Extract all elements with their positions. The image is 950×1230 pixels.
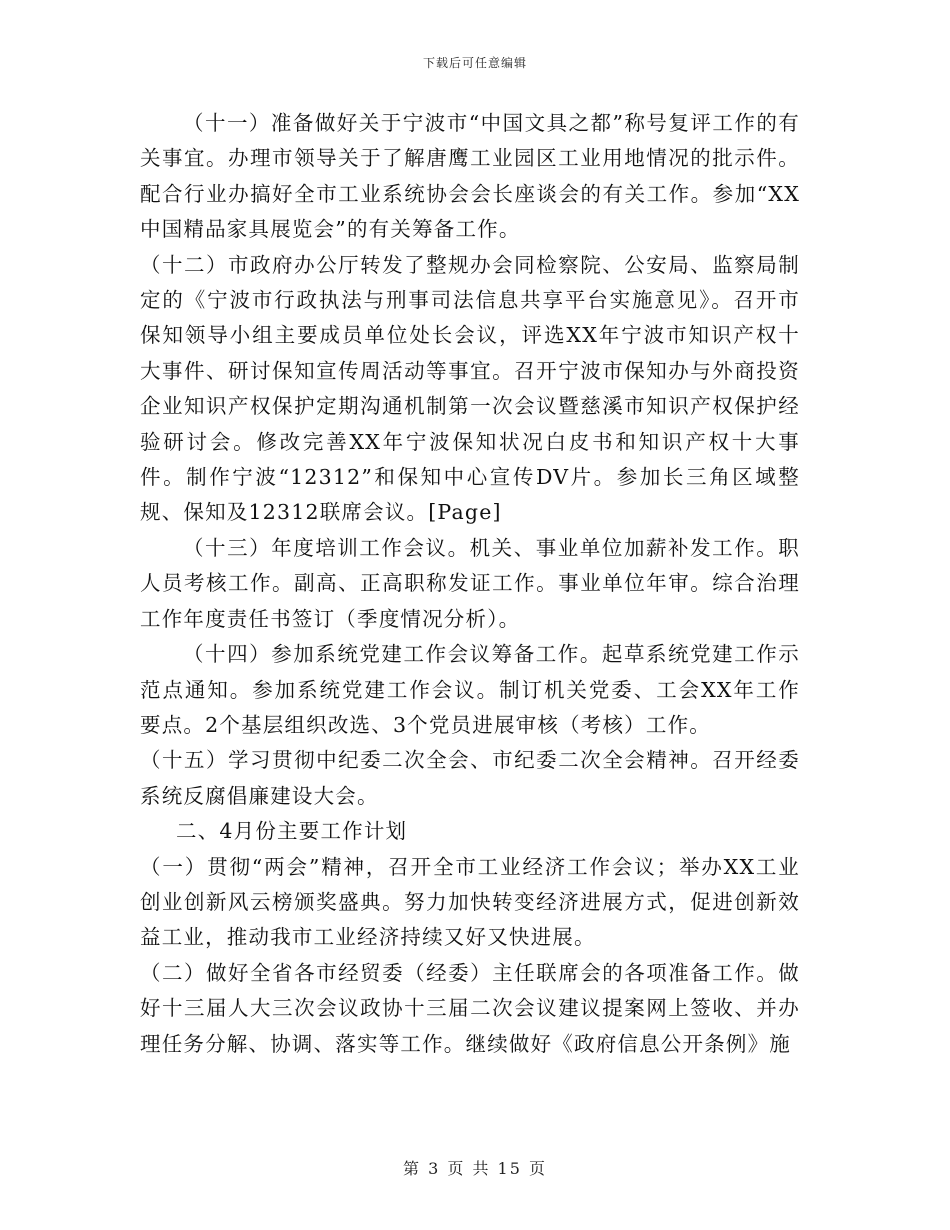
- paragraph-15: （十五）学习贯彻中纪委二次全会、市纪委二次全会精神。召开经委系统反腐倡廉建设大会。: [140, 748, 800, 808]
- paragraph-14: （十四）参加系统党建工作会议筹备工作。起草系统党建工作示范点通知。参加系统党建工作会议。制订机关党委、工会XX年工作要点。2个基层组织改选、3个党员进展审核（考核）工作。: [140, 642, 800, 737]
- paragraph-12: （十二）市政府办公厅转发了整规办会同检察院、公安局、监察局制定的《宁波市行政执法与刑事司法信息共享平台实施意见》。召开市保知领导小组主要成员单位处长会议，评选XX年宁波市知识产权十大事件、研讨保知宣传周活动等事宜。召开宁波市保知办与外商投资企业知识产权保护定期沟通机制第一次会议暨慈溪市知识产权保护经验研讨会。修改完善XX年宁波保知状况白皮书和知识产权十大事件。制作宁波“12312”和保知中心宣传DV片。参加长三角区域整规、保知及12312联席会议。[Page]: [140, 252, 800, 525]
- plan-item-1: （一）贯彻“两会”精神，召开全市工业经济工作会议；举办XX工业创业创新风云榜颁奖盛典。努力加快转变经济进展方式，促进创新效益工业，推动我市工业经济持续又好又快进展。: [140, 854, 800, 950]
- page-number: 第 3 页 共 15 页: [403, 1159, 547, 1178]
- paragraph-11: （十一）准备做好关于宁波市“中国文具之都”称号复评工作的有关事宜。办理市领导关于了解唐鹰工业园区工业用地情况的批示件。配合行业办搞好全市工业系统协会会长座谈会的有关工作。参加“XX中国精品家具展览会”的有关筹备工作。: [140, 111, 800, 242]
- paragraph-13: （十三）年度培训工作会议。机关、事业单位加薪补发工作。职人员考核工作。副高、正高职称发证工作。事业单位年审。综合治理工作年度责任书签订（季度情况分析）。: [140, 535, 800, 631]
- section-heading: 二、4月份主要工作计划: [176, 819, 408, 844]
- page-header: 下载后可任意编辑: [422, 56, 527, 70]
- document-body: [140, 106, 800, 1062]
- plan-item-2: （二）做好全省各市经贸委（经委）主任联席会的各项准备工作。做好十三届人大三次会议政协十三届二次会议建议提案网上签收、并办理任务分解、协调、落实等工作。继续做好《政府信息公开条例》施: [140, 960, 800, 1056]
